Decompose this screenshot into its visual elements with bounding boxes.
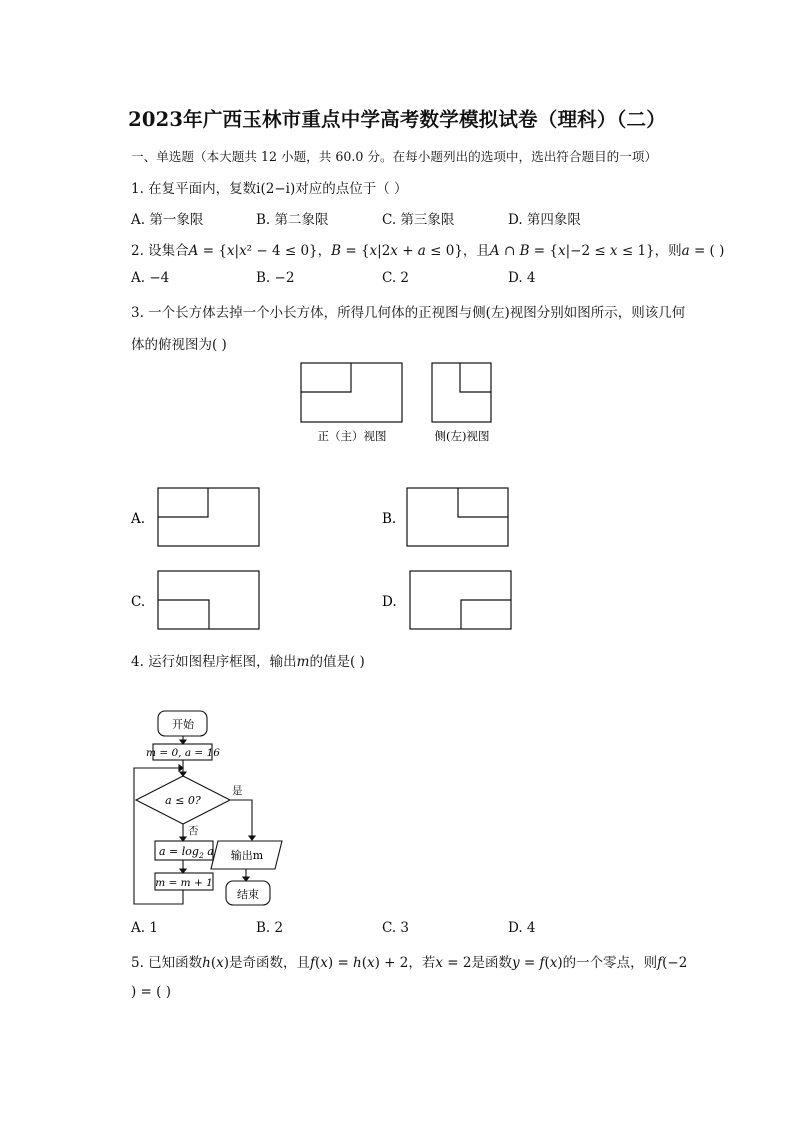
flow-log-label: $a = \log_2 a$ bbox=[159, 845, 214, 860]
question-3-text-line1: 3. 一个长方体去掉一个小长方体，所得几何体的正视图与侧(左)视图分别如图所示，则该几何 bbox=[131, 305, 686, 321]
q3-option-b-label: B. bbox=[382, 511, 397, 527]
q4-option-a: A. 1 bbox=[131, 920, 158, 936]
flow-increment-label: m = m + 1 bbox=[155, 877, 213, 889]
q3-option-a-label: A. bbox=[131, 511, 146, 527]
q2-option-a: A. −4 bbox=[131, 270, 170, 286]
flow-end-label: 结束 bbox=[237, 888, 259, 901]
q1-option-a: A. 第一象限 bbox=[131, 212, 204, 228]
q3-option-a-diagram bbox=[158, 488, 259, 546]
question-5-text-line1: 5. 已知函数ℎ(𝑥)是奇函数，且𝑓(𝑥) = ℎ(𝑥) + 2，若𝑥 = 2是函数𝑦 = 𝑓(𝑥)的一个零点，则𝑓(−2 bbox=[131, 955, 688, 971]
flow-output-label: 输出m bbox=[230, 849, 264, 862]
question-4-text: 4. 运行如图程序框图，输出𝑚的值是( ) bbox=[131, 654, 365, 670]
side-view-caption: 侧(左)视图 bbox=[434, 429, 490, 443]
q4-option-d: D. 4 bbox=[508, 920, 536, 936]
question-1-text: 1. 在复平面内，复数i(2−i)对应的点位于（ ） bbox=[131, 181, 408, 197]
front-view-diagram bbox=[301, 363, 402, 422]
section-heading: 一、单选题（本大题共 12 小题，共 60.0 分。在每小题列出的选项中，选出符合题目的一项） bbox=[131, 149, 658, 164]
front-view-caption: 正（主）视图 bbox=[317, 429, 387, 443]
q4-option-b: B. 2 bbox=[256, 920, 284, 936]
side-view-diagram bbox=[432, 363, 491, 422]
q1-option-c: C. 第三象限 bbox=[382, 212, 455, 228]
q3-option-c-diagram bbox=[158, 571, 259, 629]
q1-option-b: B. 第二象限 bbox=[256, 212, 329, 228]
flow-no-label: 否 bbox=[188, 825, 199, 837]
q3-option-d-diagram bbox=[410, 571, 511, 629]
q2-option-b: B. −2 bbox=[256, 270, 295, 286]
q1-option-d: D. 第四象限 bbox=[508, 212, 581, 228]
flow-start-label: 开始 bbox=[172, 718, 194, 731]
q4-option-c: C. 3 bbox=[382, 920, 410, 936]
flow-init-label: m = 0, a = 16 bbox=[146, 747, 220, 759]
q4-flowchart bbox=[134, 711, 282, 905]
q3-option-c-label: C. bbox=[131, 594, 146, 610]
flow-yes-label: 是 bbox=[232, 785, 243, 797]
question-3-text-line2: 体的俯视图为( ) bbox=[131, 337, 227, 353]
q2-option-d: D. 4 bbox=[508, 270, 536, 286]
q3-option-b-diagram bbox=[407, 488, 508, 546]
exam-title: 2023年广西玉林市重点中学高考数学模拟试卷（理科）（二） bbox=[128, 108, 666, 131]
question-5-text-line2: ) = ( ) bbox=[131, 984, 171, 1000]
flow-condition-label: a ≤ 0? bbox=[165, 794, 201, 807]
q2-option-c: C. 2 bbox=[382, 270, 410, 286]
q3-option-d-label: D. bbox=[382, 594, 397, 610]
question-2-text: 2. 设集合𝐴 = {𝑥|𝑥² − 4 ≤ 0}，𝐵 = {𝑥|2𝑥 + 𝑎 ≤ 0}，且𝐴 ∩ 𝐵 = {𝑥|−2 ≤ 𝑥 ≤ 1}，则𝑎 = ( ) bbox=[131, 243, 725, 259]
